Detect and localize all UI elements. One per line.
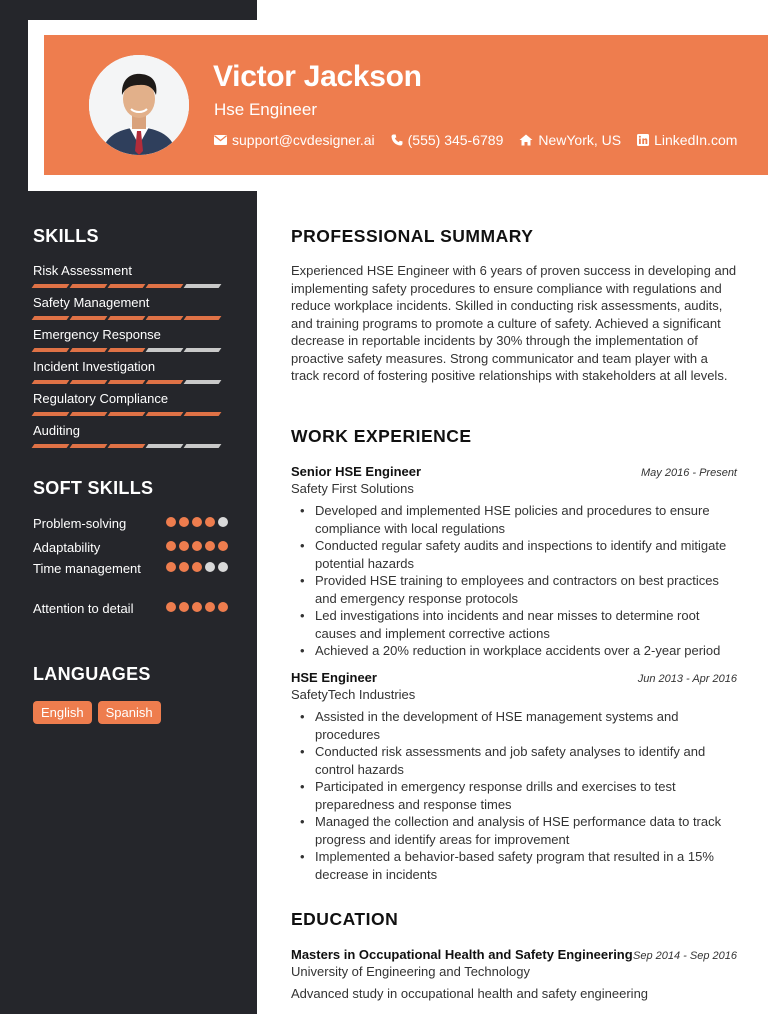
rating-dot <box>179 517 189 527</box>
skill-level-segment <box>70 444 108 448</box>
contact-linkedin[interactable] <box>637 132 737 148</box>
skill-level-segment <box>32 412 70 416</box>
contact-email-text: support@cvdesigner.ai <box>232 132 375 148</box>
profile-photo <box>89 55 189 155</box>
skill-name: Risk Assessment <box>33 263 132 278</box>
candidate-role: Hse Engineer <box>214 100 318 119</box>
skill-level-bar <box>33 380 223 384</box>
job-title: Senior HSE Engineer <box>291 464 422 479</box>
soft-skill-name: Time management <box>33 561 141 576</box>
summary-block <box>291 262 737 385</box>
skill-item <box>33 423 223 448</box>
job-bullet: • Managed the collection and analysis of HSE performance data to track progress and identify areas for improvement <box>291 813 737 848</box>
skill-level-segment <box>70 380 108 384</box>
rating-dot <box>205 602 215 612</box>
skill-item <box>33 263 223 288</box>
education-date: Sep 2014 - Sep 2016 <box>633 950 737 962</box>
skill-level-segment <box>70 316 108 320</box>
skill-item <box>33 327 223 352</box>
skill-name: Emergency Response <box>33 327 161 342</box>
contact-phone-text: (555) 345-6789 <box>407 132 504 148</box>
skill-name: Incident Investigation <box>33 359 156 374</box>
skill-level-segment <box>32 316 70 320</box>
soft-skill-name: Attention to detail <box>33 601 134 616</box>
rating-dot <box>218 602 228 612</box>
rating-dot <box>218 541 228 551</box>
soft-skill-rating <box>166 562 228 577</box>
education-title: EDUCATION <box>291 909 399 929</box>
job-bullet: • Led investigations into incidents and near misses to determine root causes and implement corrective actions <box>291 607 737 642</box>
job-bullets <box>291 502 737 660</box>
job-bullet: • Implemented a behavior-based safety program that resulted in a 15% decrease in incidents <box>291 848 737 883</box>
education-degree: Masters in Occupational Health and Safety Engineering <box>291 947 633 962</box>
rating-dot <box>192 562 202 572</box>
skill-item <box>33 359 223 384</box>
envelope-icon <box>214 135 227 145</box>
rating-dot <box>166 562 176 572</box>
skill-name: Safety Management <box>33 295 150 310</box>
job-entry <box>291 464 737 660</box>
job-bullet: • Provided HSE training to employees and contractors on best practices and emergency response protocols <box>291 572 737 607</box>
skill-level-bar <box>33 444 223 448</box>
soft-skill-item <box>33 515 228 532</box>
candidate-name: Victor Jackson <box>213 60 422 93</box>
rating-dot <box>205 517 215 527</box>
rating-dot <box>192 602 202 612</box>
job-date: Jun 2013 - Apr 2016 <box>637 673 737 685</box>
education-school: University of Engineering and Technology <box>291 964 530 979</box>
soft-skills-title: SOFT SKILLS <box>33 478 154 498</box>
soft-skill-rating <box>166 602 228 617</box>
job-bullet: • Achieved a 20% reduction in workplace accidents over a 2-year period <box>291 642 737 660</box>
soft-skill-rating <box>166 541 228 556</box>
job-company: Safety First Solutions <box>291 481 414 496</box>
skill-level-segment <box>32 444 70 448</box>
skill-level-segment <box>108 348 146 352</box>
skill-level-segment <box>184 316 222 320</box>
contact-phone[interactable] <box>391 132 504 148</box>
skill-level-segment <box>108 316 146 320</box>
rating-dot <box>166 602 176 612</box>
soft-skill-name: Problem-solving <box>33 516 127 531</box>
soft-skill-name: Adaptability <box>33 540 101 555</box>
contact-list <box>214 132 737 148</box>
contact-location-text: NewYork, US <box>538 132 622 148</box>
job-title: HSE Engineer <box>291 670 377 685</box>
soft-skill-item <box>33 560 228 577</box>
skill-level-segment <box>146 348 184 352</box>
skill-level-segment <box>184 284 222 288</box>
skill-level-segment <box>146 380 184 384</box>
skill-level-segment <box>184 444 222 448</box>
job-company: SafetyTech Industries <box>291 687 416 702</box>
language-tag: Spanish <box>98 701 161 724</box>
skill-level-bar <box>33 284 223 288</box>
rating-dot <box>179 562 189 572</box>
skills-title: SKILLS <box>33 226 99 246</box>
skill-level-segment <box>70 412 108 416</box>
language-tag: English <box>33 701 92 724</box>
skill-level-segment <box>108 284 146 288</box>
skill-level-segment <box>146 412 184 416</box>
skill-level-segment <box>184 380 222 384</box>
skill-level-segment <box>32 348 70 352</box>
skill-level-segment <box>108 412 146 416</box>
linkedin-icon <box>637 134 649 146</box>
contact-location <box>519 132 621 148</box>
summary-title: PROFESSIONAL SUMMARY <box>291 226 534 246</box>
skill-level-bar <box>33 412 223 416</box>
job-bullet: • Conducted risk assessments and job safety analyses to identify and control hazards <box>291 743 737 778</box>
rating-dot <box>192 541 202 551</box>
skill-level-segment <box>146 444 184 448</box>
contact-email[interactable] <box>214 132 375 148</box>
soft-skill-item <box>33 539 228 556</box>
rating-dot <box>166 517 176 527</box>
skill-name: Auditing <box>33 423 80 438</box>
rating-dot <box>166 541 176 551</box>
job-entry <box>291 670 737 883</box>
skill-level-segment <box>184 348 222 352</box>
soft-skill-item <box>33 600 228 617</box>
rating-dot <box>205 562 215 572</box>
home-icon <box>519 134 533 146</box>
rating-dot <box>179 541 189 551</box>
job-bullet: • Assisted in the development of HSE management systems and procedures <box>291 708 737 743</box>
summary-text: Experienced HSE Engineer with 6 years of proven success in developing and implementing safety procedures to ensure compliance with regulations and reduce workplace incidents. Skilled in conducting risk assessments, audits, and training programs to promote a culture of safety. Achieved a significant decrease in reportable incidents by 30% through the implementation of proactive safety measures. Strong communicator and team player with a track record of fostering positive relationships with stakeholders at all levels. <box>291 263 737 383</box>
skill-item <box>33 391 223 416</box>
skill-level-segment <box>184 412 222 416</box>
rating-dot <box>192 517 202 527</box>
avatar <box>89 55 189 155</box>
experience-title: WORK EXPERIENCE <box>291 426 472 446</box>
contact-linkedin-text: LinkedIn.com <box>654 132 738 148</box>
rating-dot <box>218 517 228 527</box>
skill-level-segment <box>32 284 70 288</box>
skill-level-segment <box>146 316 184 320</box>
skill-level-segment <box>108 380 146 384</box>
education-description: Advanced study in occupational health and safety engineering <box>291 986 649 1001</box>
job-bullets <box>291 708 737 883</box>
languages-title: LANGUAGES <box>33 664 151 684</box>
job-bullet: • Developed and implemented HSE policies and procedures to ensure compliance with local regulations <box>291 502 737 537</box>
job-bullet: • Conducted regular safety audits and inspections to identify and mitigate potential hazards <box>291 537 737 572</box>
skill-level-segment <box>32 380 70 384</box>
skill-level-bar <box>33 348 223 352</box>
skill-item <box>33 295 223 320</box>
skill-level-segment <box>70 284 108 288</box>
rating-dot <box>179 602 189 612</box>
skill-name: Regulatory Compliance <box>33 391 169 406</box>
job-bullet: • Participated in emergency response drills and exercises to test preparedness and response times <box>291 778 737 813</box>
soft-skill-rating <box>166 517 228 532</box>
skill-level-segment <box>146 284 184 288</box>
skill-level-bar <box>33 316 223 320</box>
languages-list <box>33 701 161 724</box>
rating-dot <box>218 562 228 572</box>
education-entry <box>291 947 737 1001</box>
phone-icon <box>391 134 403 146</box>
rating-dot <box>205 541 215 551</box>
skill-level-segment <box>70 348 108 352</box>
skill-level-segment <box>108 444 146 448</box>
job-date: May 2016 - Present <box>641 467 737 479</box>
